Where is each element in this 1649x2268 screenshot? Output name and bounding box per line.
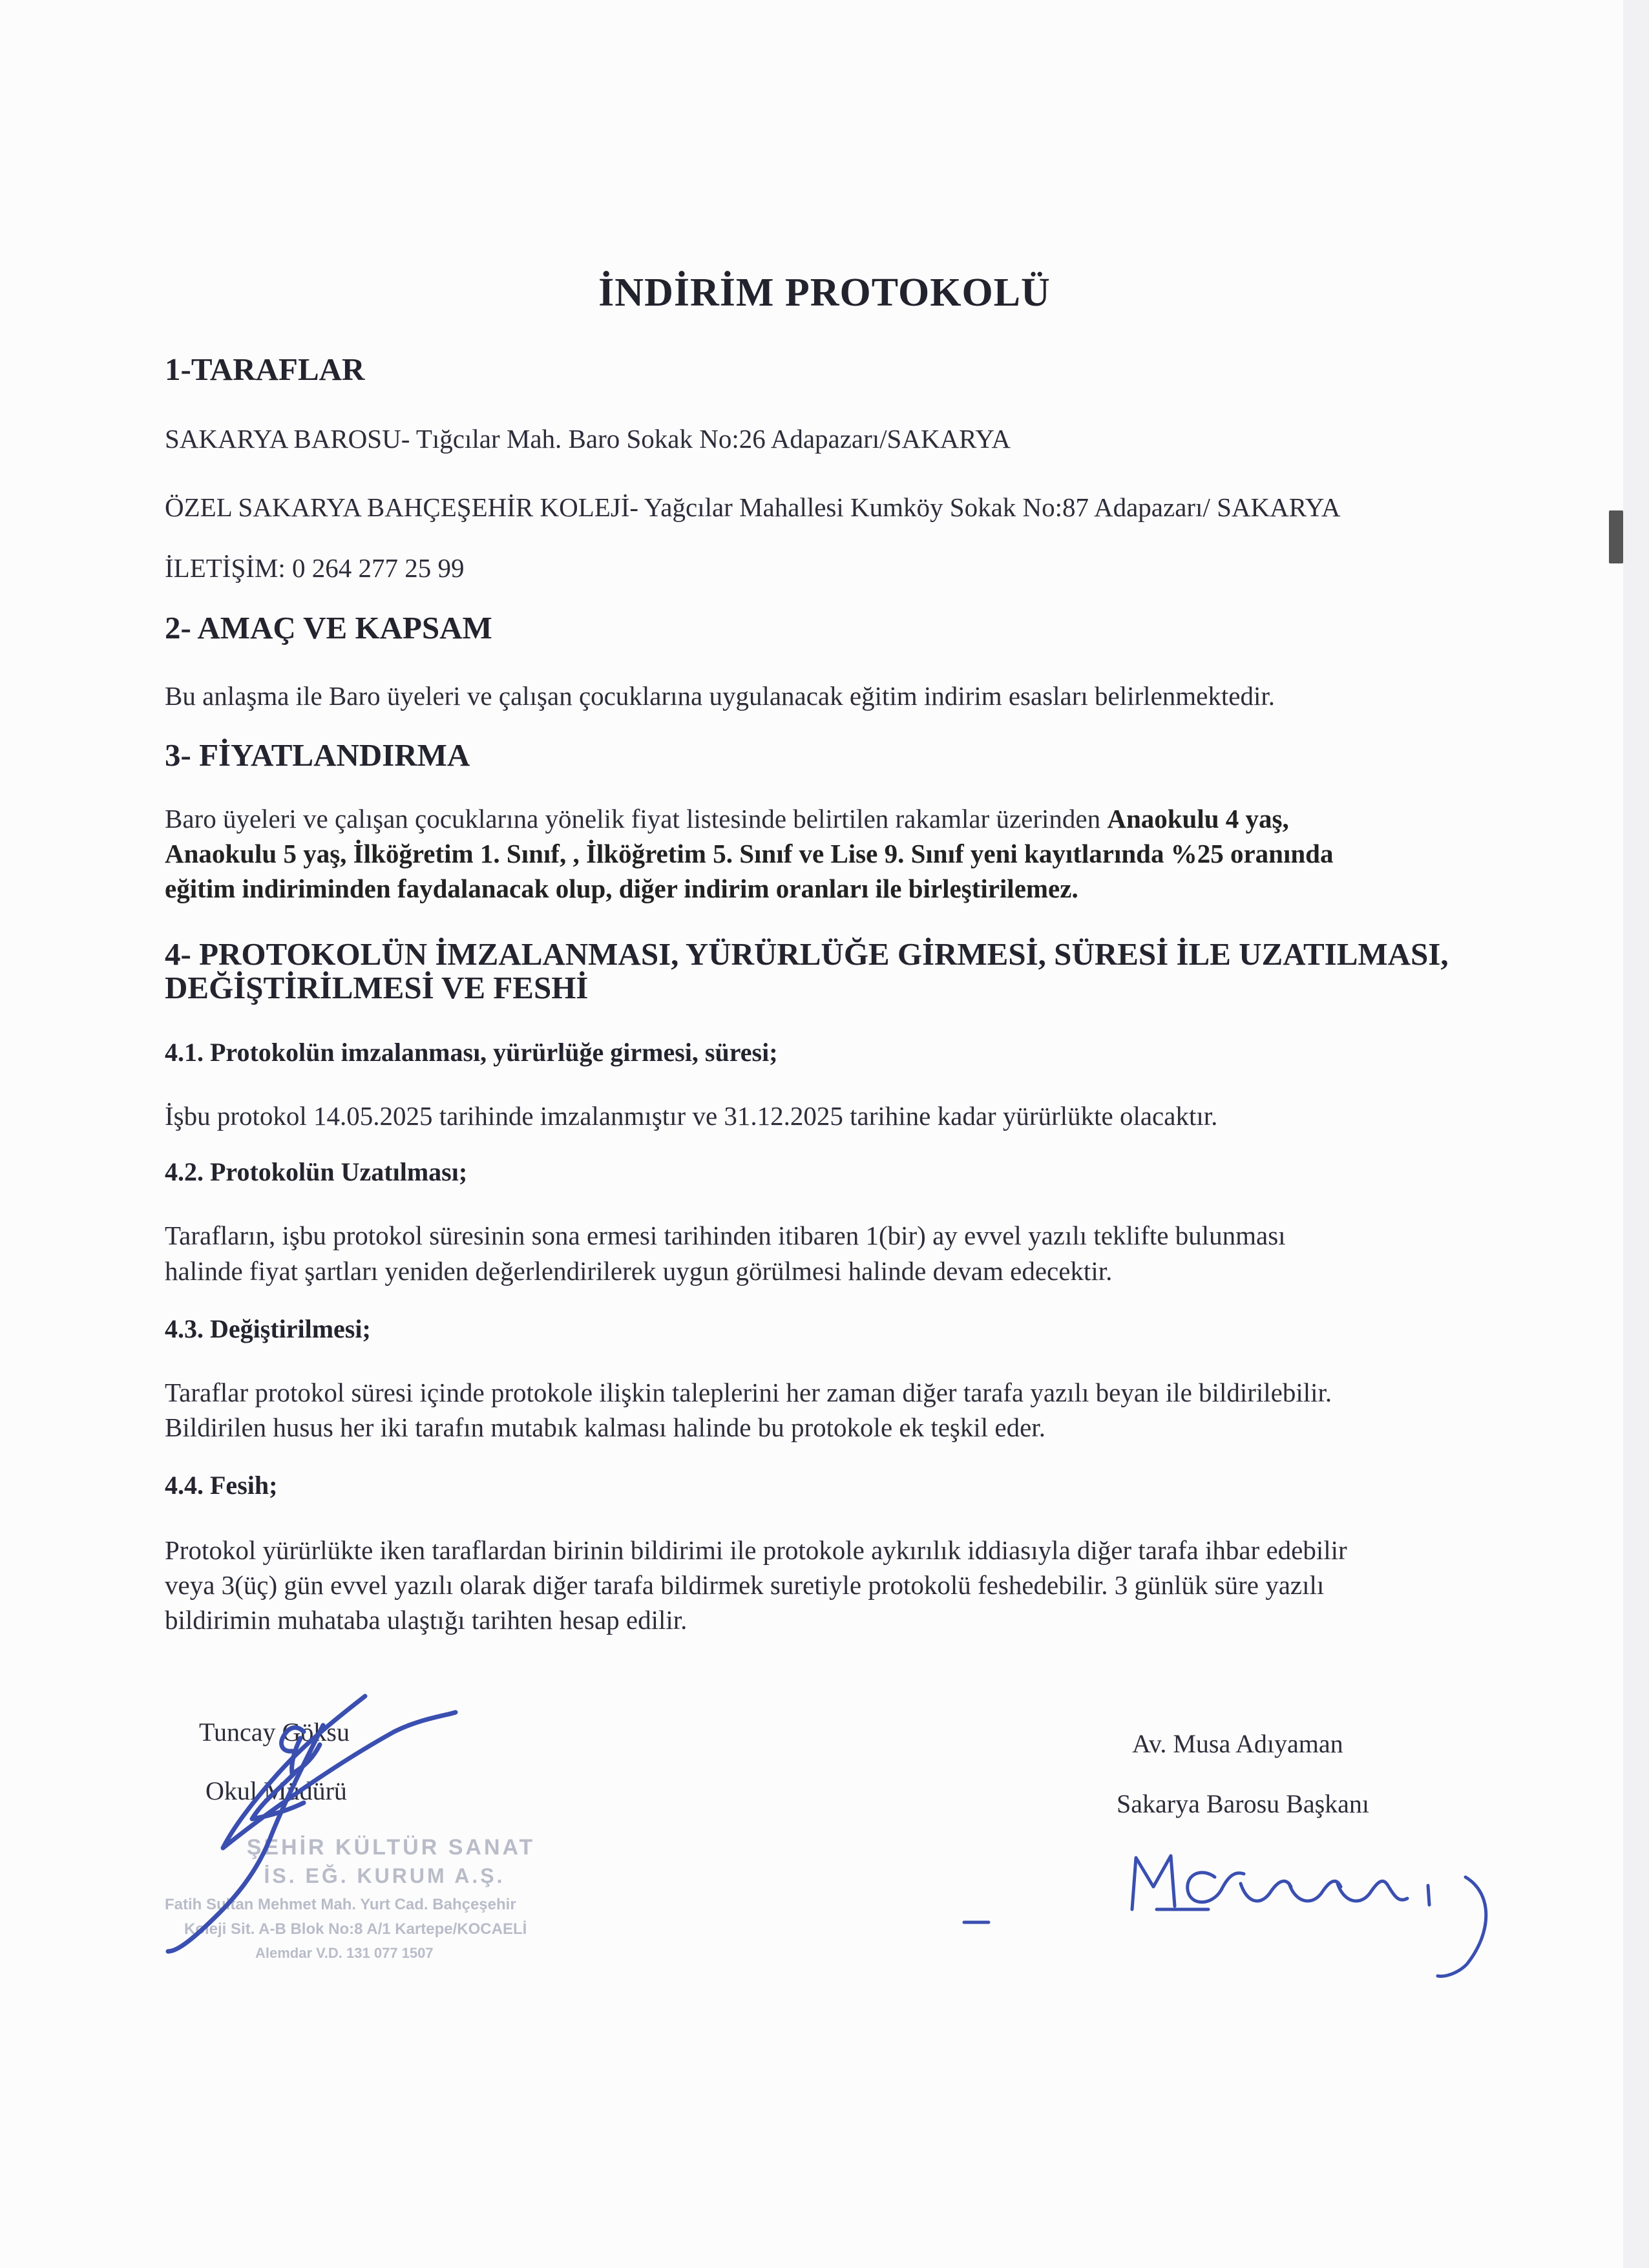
section-3-line-1-plain: Baro üyeleri ve çalışan çocuklarına yönelik fiyat listesinde belirtilen rakamlar üzerinden <box>165 804 1108 834</box>
section-4-1-text: İşbu protokol 14.05.2025 tarihinde imzalanmıştır ve 31.12.2025 tarihine kadar yürürlükte olacaktır. <box>165 1101 1218 1131</box>
stamp-line-4: Koleji Sit. A-B Blok No:8 A/1 Kartepe/KOCAELİ <box>184 1920 527 1938</box>
contact-text: İLETİŞİM: 0 264 277 25 99 <box>165 553 465 583</box>
section-4-3-line-2: Bildirilen husus her iki tarafın mutabık kalması halinde bu protokole ek teşkil eder. <box>165 1412 1045 1442</box>
section-2-heading: 2- AMAÇ VE KAPSAM <box>165 610 492 646</box>
section-4-4-heading: 4.4. Fesih; <box>165 1471 278 1500</box>
stamp-line-2: İS. EĞ. KURUM A.Ş. <box>264 1864 505 1887</box>
section-2-text: Bu anlaşma ile Baro üyeleri ve çalışan çocuklarına uygulanacak eğitim indirim esasları belirlenmektedir. <box>165 681 1275 711</box>
section-4-3-heading: 4.3. Değiştirilmesi; <box>165 1314 371 1343</box>
left-signatory-name: Tuncay Göksu <box>199 1717 350 1747</box>
section-3-line-3-bold: eğitim indiriminden faydalanacak olup, diğer indirim oranları ile birleştirilemez. <box>165 874 1078 903</box>
section-3-line-2-bold: Anaokulu 5 yaş, İlköğretim 1. Sınıf, , İlköğretim 5. Sınıf ve Lise 9. Sınıf yeni kayıtlarında %25 oranında <box>165 839 1334 868</box>
section-4-heading-line-1: 4- PROTOKOLÜN İMZALANMASI, YÜRÜRLÜĞE GİRMESİ, SÜRESİ İLE UZATILMASI, <box>165 936 1449 972</box>
stamp-line-5: Alemdar V.D. 131 077 1507 <box>255 1945 434 1961</box>
section-3-heading: 3- FİYATLANDIRMA <box>165 737 470 773</box>
section-4-4-line-1: Protokol yürürlükte iken taraflardan birinin bildirimi ile protokole aykırılık iddiasıyla diğer tarafa ihbar edebilir <box>165 1535 1347 1565</box>
section-4-1-heading: 4.1. Protokolün imzalanması, yürürlüğe girmesi, süresi; <box>165 1038 778 1067</box>
party-2-text: ÖZEL SAKARYA BAHÇEŞEHİR KOLEJİ- Yağcılar Mahallesi Kumköy Sokak No:87 Adapazarı/ SAKARYA <box>165 492 1341 522</box>
right-signatory-name: Av. Musa Adıyaman <box>1132 1729 1343 1758</box>
section-4-2-line-1: Tarafların, işbu protokol süresinin sona ermesi tarihinden itibaren 1(bir) ay evvel yazılı teklifte bulunması <box>165 1221 1286 1250</box>
party-1-text: SAKARYA BAROSU- Tığcılar Mah. Baro Sokak No:26 Adapazarı/SAKARYA <box>165 424 1011 454</box>
section-4-2-heading: 4.2. Protokolün Uzatılması; <box>165 1157 468 1186</box>
section-4-2-line-2: halinde fiyat şartları yeniden değerlendirilerek uygun görülmesi halinde devam edecektir. <box>165 1256 1113 1286</box>
stamp-line-3: Fatih Sultan Mehmet Mah. Yurt Cad. Bahçeşehir <box>165 1896 516 1913</box>
section-4-heading-line-2: DEĞİŞTİRİLMESİ VE FESHİ <box>165 970 589 1005</box>
right-signatory-role: Sakarya Barosu Başkanı <box>1117 1789 1370 1818</box>
stamp-line-1: ŞEHİR KÜLTÜR SANAT <box>246 1835 536 1860</box>
section-3-line-1-bold: Anaokulu 4 yaş, <box>1107 804 1289 834</box>
section-1-heading: 1-TARAFLAR <box>165 352 365 387</box>
section-4-4-line-3: bildirimin muhataba ulaştığı tarihten hesap edilir. <box>165 1605 688 1635</box>
document-title: İNDİRİM PROTOKOLÜ <box>598 271 1051 315</box>
section-4-4-line-2: veya 3(üç) gün evvel yazılı olarak diğer tarafa bildirmek suretiyle protokolü feshedebilir. 3 günlük süre yazılı <box>165 1570 1325 1600</box>
section-4-3-line-1: Taraflar protokol süresi içinde protokole ilişkin taleplerini her zaman diğer tarafa yazılı beyan ile bildirilebilir. <box>165 1378 1332 1407</box>
left-signatory-role: Okul Müdürü <box>205 1776 347 1805</box>
